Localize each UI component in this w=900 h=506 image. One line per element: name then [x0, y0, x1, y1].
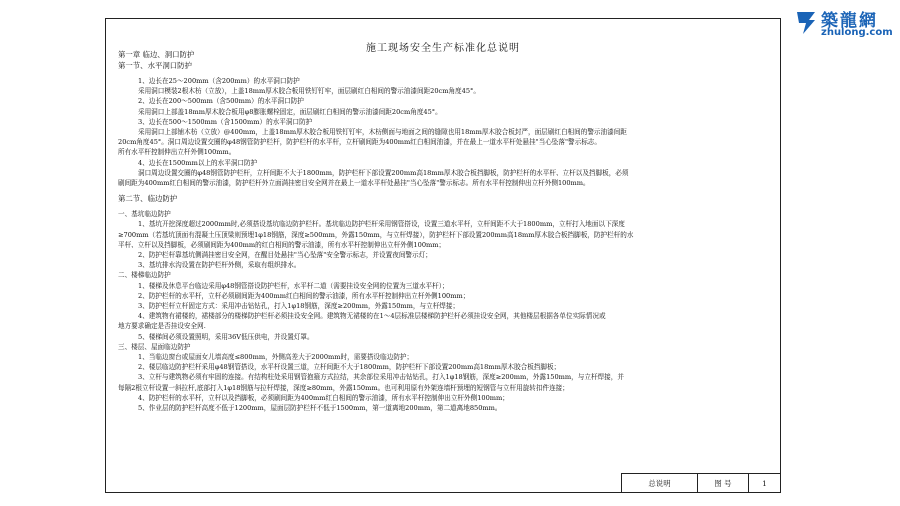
document-body	[118, 49, 770, 413]
drawing-number-label: 图 号	[698, 474, 749, 492]
text-line: 2、边长在200～500mm（含500mm）的水平洞口防护	[138, 97, 304, 106]
text-line: 1、楼梯及休息平台临边采用φ48钢管搭设防护栏杆，水平杆二道（需要挂设安全网的位置为三道水平杆）；	[138, 281, 449, 290]
text-line: 刷间距为400mm红白相间的警示油漆，防护栏杆外立面满挂密目安全网并在最上一道水平杆处悬挂"当心坠落"警示标志。所有水平杆控制伸出立杆外侧100mm。	[118, 179, 590, 188]
drawing-name: 总说明	[622, 474, 698, 492]
text-line: 2、防护栏杆的水平杆，立杆必须刷间距为400mm红白相间的警示油漆，所有水平杆控制伸出立杆外侧100mm；	[138, 291, 470, 300]
text-line: 4、边长在1500mm以上的水平洞口防护	[138, 158, 258, 167]
text-line: 平杆、立杆以及挡脚板，必须刷间距为400mm的红白相间的警示油漆，所有水平杆控制伸出立杆外侧100mm；	[118, 240, 446, 249]
drawing-sheet	[105, 18, 781, 493]
drawing-number: 1	[762, 478, 767, 488]
text-line: 3、基坑排水沟设置在防护栏杆外侧，采取有组织排水。	[138, 261, 301, 270]
text-line: 1、基坑开挖深度超过2000mm时,必须搭设基坑临边防护栏杆。基坑临边防护栏杆采用钢管搭设，设置三道水平杆，立杆间距不大于1800mm，立杆打入地面以下深度	[138, 220, 625, 229]
text-line: 二、楼梯临边防护	[118, 271, 171, 280]
text-line: 1、边长在25～200mm（含200mm）的水平洞口防护	[138, 77, 300, 85]
text-line: 20cm角度45°。洞口周边设置交圈的φ48钢管防护栏杆，防护栏杆的水平杆，立杆刷间距为400mm红白相间油漆，并在最上一道水平杆处悬挂"当心坠落"警示标志。	[118, 138, 601, 147]
text-line: 2、防护栏杆靠基坑侧满挂密目安全网，在醒目处悬挂"当心坠落"安全警示标志，并设置夜间警示灯；	[138, 251, 432, 260]
logo-url: zhulong.com	[821, 27, 893, 38]
section-heading: 第一章 临边、洞口防护	[118, 50, 195, 59]
text-line: 采用洞口模装2根木枋（立放），上盖18mm厚木胶合板用铁钉钉牢，面层刷红白相间的警示油漆间距20cm角度45°。	[138, 87, 480, 96]
section-heading: 第二节、临边防护	[118, 194, 178, 204]
text-line: 3、防护栏杆立杆固定方式：采用冲击钻钻孔，打入1φ18钢筋，深度≥200mm，外露150mm，与立杆焊接；	[138, 302, 460, 311]
zhulong-logo-icon	[793, 8, 819, 36]
text-line: 地方要求确定是否挂设安全网.	[118, 322, 206, 331]
text-line: 采用洞口上部铺木枋（立放）@400mm，上盖18mm厚木胶合板用铁钉钉牢，木枋侧面与地面之间的缝隙也用18mm厚木胶合板封严，面层刷红白相间的警示油漆间距	[138, 128, 627, 137]
text-line: 采用洞口上部盖18mm厚木胶合板用φ8膨胀螺栓固定，面层刷红白相间的警示油漆间距20cm角度45°。	[138, 107, 442, 116]
text-line: ≥700mm（若基坑顶面有混凝土压顶梁则预埋1φ18钢筋，深度≥500mm，外露150mm，与立杆焊接），防护栏杆下部设置200mm高18mm厚木胶合板挡脚板，防护栏杆的水	[118, 230, 634, 239]
document-title: 施工现场安全生产标准化总说明	[366, 43, 520, 54]
text-line: 3、边长在500～1500mm（含1500mm）的水平洞口防护	[138, 117, 313, 126]
text-line: 5、楼梯间必须设置照明，采用36V低压供电，并设置灯罩。	[138, 332, 314, 341]
text-line: 3、立杆与建筑物必须有牢固的连接。有结构柱处采用钢管抱箍方式拉结，其余部位采用冲击钻钻孔，打入1φ18钢筋，深度≥200mm，外露150mm，与立杆焊接，并	[138, 373, 624, 382]
logo-name: 築龍網	[821, 11, 878, 31]
text-line: 5、作业层的防护栏杆高度不低于1200mm，屋面层防护栏杆不低于1500mm，第一道离地200mm，第二道离地850mm。	[138, 404, 502, 413]
text-line: 洞口周边设置交圈的φ48钢管防护栏杆，立杆间距不大于1800mm，防护栏杆下部设置200mm高18mm厚木胶合板挡脚板，防护栏杆的水平杆、立杆以及挡脚板，必须	[138, 168, 629, 177]
text-line: 4、建筑物有裙楼的，裙楼部分的楼梯防护栏杆必须挂设安全网。建筑物无裙楼的在1～4层标准层楼梯防护栏杆必须挂设安全网，其他楼层根据各单位实际情况或	[138, 312, 606, 321]
text-line: 一、基坑临边防护	[118, 210, 171, 219]
text-line: 三、楼层、屋面临边防护	[118, 342, 191, 351]
section-heading: 第一节、水平洞口防护	[118, 61, 192, 70]
zhulong-logo	[793, 6, 895, 40]
text-line: 2、楼层临边防护栏杆采用φ48钢管搭设，水平杆设置三道，立杆间距不大于1800mm，防护栏杆下部设置200mm高18mm厚木胶合板挡脚板；	[138, 363, 561, 372]
text-line: 所有水平杆控制伸出立杆外侧100mm。	[118, 148, 236, 157]
title-block	[621, 473, 780, 492]
text-line: 1、当临边窗台或屋面女儿墙高度≤800mm，外侧高差大于2000mm时，需要搭设临边防护；	[138, 353, 414, 362]
text-line: 4、防护栏杆的水平杆，立杆以及挡脚板，必须刷间距为400mm红白相间的警示油漆，所有水平杆控制伸出立杆外侧100mm；	[138, 393, 509, 402]
text-line: 每隔2根立杆设置一斜拉杆,底部打入1φ18钢筋与拉杆焊接，深度≥80mm，外露150mm。也可利用原有外架连墙杆预埋的短钢管与立杆用旋转扣件连接；	[118, 383, 569, 392]
